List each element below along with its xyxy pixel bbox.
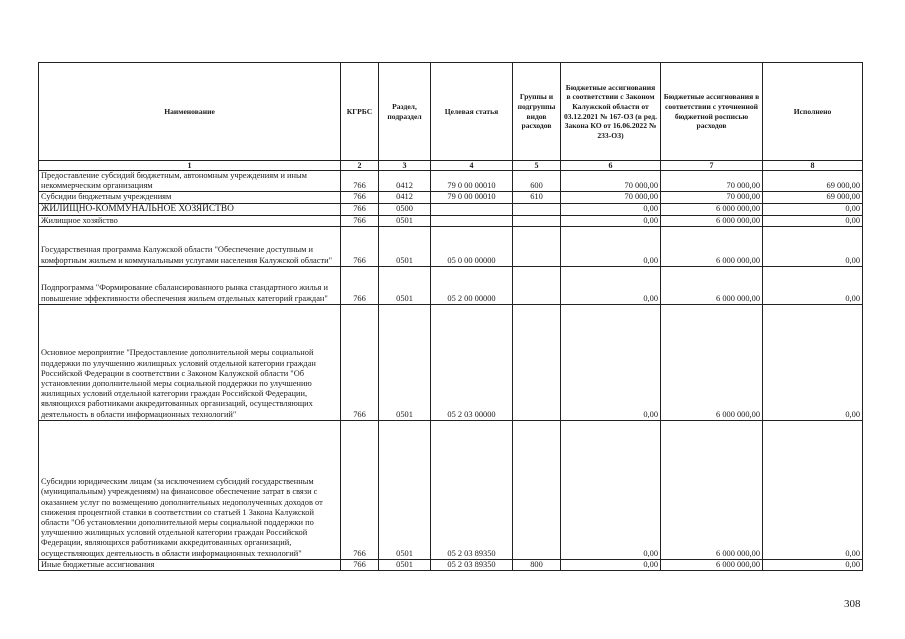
table-row xyxy=(39,215,863,226)
row-law: 0,00 xyxy=(561,215,661,226)
header-statya: Целевая статья xyxy=(431,63,513,161)
row-kgrbs: 766 xyxy=(341,266,379,304)
row-plan: 6 000 000,00 xyxy=(661,203,763,215)
table-row xyxy=(39,420,863,559)
header-kgrbs: КГРБС xyxy=(341,63,379,161)
header-law: Бюджетные ассигнования в соответствии с Законом Калужской области от 03.12.2021 № 167-ОЗ (в ред. Закона КО от 16.06.2022 № 233-ОЗ) xyxy=(561,63,661,161)
row-razdel: 0501 xyxy=(379,420,431,559)
row-done: 69 000,00 xyxy=(763,192,863,203)
row-razdel: 0501 xyxy=(379,304,431,420)
row-kgrbs: 766 xyxy=(341,203,379,215)
row-razdel: 0412 xyxy=(379,192,431,203)
row-vid: 800 xyxy=(513,559,561,570)
table-row xyxy=(39,192,863,203)
row-done: 0,00 xyxy=(763,266,863,304)
row-name: Государственная программа Калужской области "Обеспечение доступным и комфортным жильем и коммунальными услугами населения Калужской области" xyxy=(39,226,341,266)
row-name: Иные бюджетные ассигнования xyxy=(39,559,341,570)
row-razdel: 0501 xyxy=(379,266,431,304)
row-kgrbs: 766 xyxy=(341,215,379,226)
header-done: Исполнено xyxy=(763,63,863,161)
index-cell: 7 xyxy=(661,161,763,171)
row-plan: 70 000,00 xyxy=(661,192,763,203)
row-statya: 05 2 00 00000 xyxy=(431,266,513,304)
row-plan: 70 000,00 xyxy=(661,171,763,192)
row-statya: 79 0 00 00010 xyxy=(431,171,513,192)
row-plan: 6 000 000,00 xyxy=(661,226,763,266)
row-kgrbs: 766 xyxy=(341,559,379,570)
row-vid xyxy=(513,266,561,304)
row-kgrbs: 766 xyxy=(341,304,379,420)
row-kgrbs: 766 xyxy=(341,192,379,203)
row-razdel: 0501 xyxy=(379,215,431,226)
index-cell: 5 xyxy=(513,161,561,171)
header-vid: Группы и подгруппы видов расходов xyxy=(513,63,561,161)
row-name: Подпрограмма "Формирование сбалансированного рынка стандартного жилья и повышение эффективности обеспечения жильем отдельных категорий граждан" xyxy=(39,266,341,304)
row-kgrbs: 766 xyxy=(341,226,379,266)
row-plan: 6 000 000,00 xyxy=(661,420,763,559)
row-kgrbs: 766 xyxy=(341,420,379,559)
row-kgrbs: 766 xyxy=(341,171,379,192)
row-statya xyxy=(431,215,513,226)
row-done: 0,00 xyxy=(763,203,863,215)
row-name: Предоставление субсидий бюджетным, автономным учреждениям и иным некоммерческим организациям xyxy=(39,171,341,192)
row-vid xyxy=(513,203,561,215)
row-statya: 05 2 03 89350 xyxy=(431,559,513,570)
row-done: 0,00 xyxy=(763,304,863,420)
row-vid xyxy=(513,420,561,559)
row-statya: 05 2 03 89350 xyxy=(431,420,513,559)
row-name: ЖИЛИЩНО-КОММУНАЛЬНОЕ ХОЗЯЙСТВО xyxy=(39,203,341,215)
row-law: 0,00 xyxy=(561,203,661,215)
index-cell: 6 xyxy=(561,161,661,171)
index-cell: 3 xyxy=(379,161,431,171)
table-row xyxy=(39,171,863,192)
row-law: 70 000,00 xyxy=(561,192,661,203)
table-row xyxy=(39,559,863,570)
row-done: 0,00 xyxy=(763,420,863,559)
budget-table xyxy=(38,62,863,571)
index-cell: 8 xyxy=(763,161,863,171)
index-row xyxy=(39,161,863,171)
header-plan: Бюджетные ассигнования в соответствии с уточненной бюджетной росписью расходов xyxy=(661,63,763,161)
row-done: 0,00 xyxy=(763,559,863,570)
row-statya xyxy=(431,203,513,215)
index-cell: 2 xyxy=(341,161,379,171)
index-cell: 1 xyxy=(39,161,341,171)
row-razdel: 0500 xyxy=(379,203,431,215)
header-name: Наименование xyxy=(39,63,341,161)
row-name: Жилищное хозяйство xyxy=(39,215,341,226)
row-vid xyxy=(513,304,561,420)
table-row xyxy=(39,226,863,266)
row-law: 0,00 xyxy=(561,304,661,420)
row-done: 0,00 xyxy=(763,226,863,266)
row-statya: 05 2 03 00000 xyxy=(431,304,513,420)
row-vid xyxy=(513,215,561,226)
row-law: 0,00 xyxy=(561,226,661,266)
row-law: 0,00 xyxy=(561,420,661,559)
row-name: Субсидии бюджетным учреждениям xyxy=(39,192,341,203)
row-done: 0,00 xyxy=(763,215,863,226)
row-law: 0,00 xyxy=(561,266,661,304)
table-row xyxy=(39,203,863,215)
row-razdel: 0501 xyxy=(379,559,431,570)
row-statya: 79 0 00 00010 xyxy=(431,192,513,203)
table-row xyxy=(39,266,863,304)
row-name: Субсидии юридическим лицам (за исключением субсидий государственным (муниципальным) учреждениям) на финансовое обеспечение затрат в связи с оказанием услуг по возмещению дополнительных недополученных доходов от снижения процентной ставки в соответствии со статьей 1 Закона Калужской области "Об установлении дополнительной меры социальной поддержки по улучшению жилищных условий отдельной категории граждан Российской Федерации, являющихся работниками аккредитованных организаций, осуществляющих деятельность в области информационных технологий" xyxy=(39,420,341,559)
row-vid: 610 xyxy=(513,192,561,203)
row-razdel: 0501 xyxy=(379,226,431,266)
page-number: 308 xyxy=(844,598,861,610)
row-plan: 6 000 000,00 xyxy=(661,559,763,570)
row-vid xyxy=(513,226,561,266)
header-row xyxy=(39,63,863,161)
row-razdel: 0412 xyxy=(379,171,431,192)
index-cell: 4 xyxy=(431,161,513,171)
row-plan: 6 000 000,00 xyxy=(661,215,763,226)
row-vid: 600 xyxy=(513,171,561,192)
row-law: 0,00 xyxy=(561,559,661,570)
row-plan: 6 000 000,00 xyxy=(661,304,763,420)
table-row xyxy=(39,304,863,420)
row-plan: 6 000 000,00 xyxy=(661,266,763,304)
row-law: 70 000,00 xyxy=(561,171,661,192)
header-razdel: Раздел, подраздел xyxy=(379,63,431,161)
row-name: Основное мероприятие "Предоставление дополнительной меры социальной поддержки по улучшению жилищных условий отдельной категории граждан Российской Федерации в соответствии с Законом Калужской области "Об установлении дополнительной меры социальной поддержки по улучшению жилищных условий отдельной категории граждан Российской Федерации, являющихся работниками аккредитованных организаций, осуществляющих деятельность в области информационных технологий" xyxy=(39,304,341,420)
row-statya: 05 0 00 00000 xyxy=(431,226,513,266)
row-done: 69 000,00 xyxy=(763,171,863,192)
